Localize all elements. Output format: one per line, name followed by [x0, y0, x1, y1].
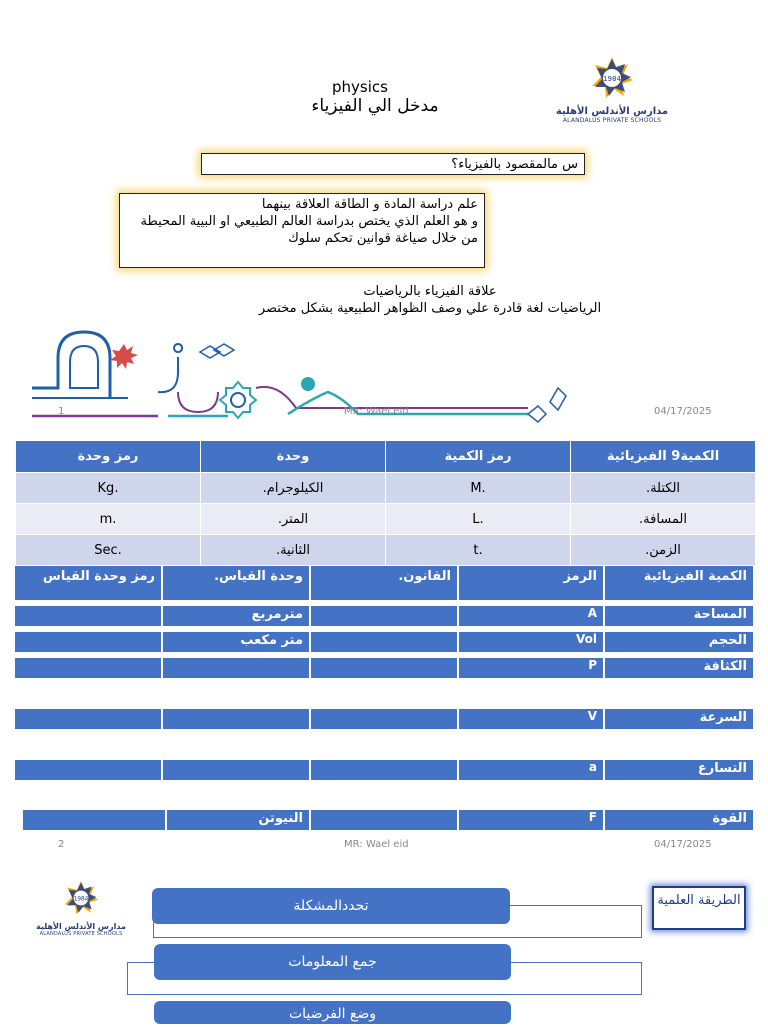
footer-author: MR: Wael eid	[344, 839, 409, 850]
table-cell: .L	[386, 504, 571, 535]
answer-box	[119, 193, 485, 268]
table-cell: .Sec	[16, 535, 201, 566]
table-row	[16, 535, 756, 566]
table-header: رمز الكمية	[386, 441, 571, 473]
symbol-cell: A	[458, 605, 604, 627]
table-row	[14, 657, 754, 679]
table-cell: الثانية.	[201, 535, 386, 566]
table-header: وحدة القياس.	[162, 565, 310, 601]
unit-cell: مترمربع	[162, 605, 310, 627]
unit-cell: النيوتن	[166, 809, 310, 831]
table-row	[14, 605, 754, 627]
unit-symbol-cell	[14, 759, 162, 781]
symbol-cell: Vol	[458, 631, 604, 653]
answer-line: و هو العلم الذي يختص بدراسة العالم الطبيعي او البيية المحيطة	[140, 214, 478, 229]
unit-symbol-cell	[14, 605, 162, 627]
table-cell: المتر.	[201, 504, 386, 535]
unit-cell	[162, 708, 310, 730]
unit-symbol-cell	[14, 631, 162, 653]
footer-date: 04/17/2025	[654, 406, 712, 417]
footer-date: 04/17/2025	[654, 839, 712, 850]
symbol-cell: P	[458, 657, 604, 679]
symbol-cell: V	[458, 708, 604, 730]
step-hypotheses: وضع الفرضيات	[154, 1001, 511, 1024]
law-cell	[310, 809, 458, 831]
table-cell: .m	[16, 504, 201, 535]
table-header: الكمية9 الفيزيائية	[571, 441, 756, 473]
question-box: س مالمقصود بالفيزياء؟	[201, 153, 585, 175]
unit-symbol-cell	[14, 708, 162, 730]
quantity-cell: التسارع	[604, 759, 754, 781]
star-logo-icon	[590, 56, 634, 100]
quantity-cell: الحجم	[604, 631, 754, 653]
unit-cell	[162, 657, 310, 679]
table-cell: الكتلة.	[571, 473, 756, 504]
table-header: وحدة	[201, 441, 386, 473]
quantity-cell: القوة	[604, 809, 754, 831]
table-cell: .Kg	[16, 473, 201, 504]
footer-page-number: 2	[58, 839, 65, 850]
relation-title: علاقة الفيزياء بالرياضيات	[363, 284, 497, 299]
table-cell: .t	[386, 535, 571, 566]
slide-title-ar: مدخل الي الفيزياء	[311, 96, 439, 116]
table-cell: الكيلوجرام.	[201, 473, 386, 504]
table-header: الكمية الفيزيائية	[604, 565, 754, 601]
step-gather-info: جمع المعلومات	[154, 944, 511, 980]
answer-line: علم دراسة المادة و الطاقة العلاقة بينهما	[261, 197, 478, 212]
logo-year: 1984	[73, 896, 89, 903]
footer-author: MR: Wael eid	[344, 406, 409, 417]
table-cell: المسافة.	[571, 504, 756, 535]
scientific-method-label: الطريقة العلمية	[652, 886, 746, 930]
unit-symbol-cell	[14, 657, 162, 679]
symbol-cell: F	[458, 809, 604, 831]
logo-name-en: ALANDALUS PRIVATE SCHOOLS	[562, 117, 662, 124]
school-logo	[552, 56, 672, 124]
table-row	[22, 809, 754, 831]
step-define-problem: تحددالمشكلة	[152, 888, 510, 924]
unit-cell	[162, 759, 310, 781]
unit-symbol-cell	[22, 809, 166, 831]
unit-cell: متر مكعب	[162, 631, 310, 653]
quantity-cell: الكثافة	[604, 657, 754, 679]
table-row	[14, 759, 754, 781]
quantity-cell: المساحة	[604, 605, 754, 627]
table-row	[14, 708, 754, 730]
logo-year: 1984	[603, 75, 621, 83]
relation-text: الرياضيات لغة قادرة علي وصف الظواهر الطبيعية بشكل مختصر	[258, 301, 602, 316]
answer-line: من خلال صياغة قوانين تحكم سلوك	[288, 231, 478, 246]
star-logo-icon	[63, 880, 99, 916]
law-cell	[310, 708, 458, 730]
logo-name-ar: مدارس الأندلس الأهلية	[555, 106, 669, 117]
table-header: رمز وحدة	[16, 441, 201, 473]
table-header: رمز وحدة القياس	[14, 565, 162, 601]
law-cell	[310, 631, 458, 653]
table-row	[16, 473, 756, 504]
law-cell	[310, 759, 458, 781]
symbol-cell: a	[458, 759, 604, 781]
footer-page-number: 1	[58, 406, 65, 417]
quantities-table	[14, 565, 754, 835]
table-header: الرمز	[458, 565, 604, 601]
logo-name-ar: مدارس الأندلس الأهلية	[36, 922, 126, 931]
table-row	[14, 631, 754, 653]
law-cell	[310, 605, 458, 627]
decorative-arch-art	[28, 322, 578, 432]
table-header: القانون.	[310, 565, 458, 601]
law-cell	[310, 657, 458, 679]
table-cell: .M	[386, 473, 571, 504]
table-row	[16, 504, 756, 535]
math-relation	[230, 283, 630, 317]
table-cell: الزمن.	[571, 535, 756, 566]
quantity-cell: السرعة	[604, 708, 754, 730]
school-logo	[21, 880, 141, 937]
units-table	[15, 440, 756, 566]
logo-name-en: ALANDALUS PRIVATE SCHOOLS	[39, 931, 123, 937]
slide-title-en: physics	[332, 78, 388, 96]
